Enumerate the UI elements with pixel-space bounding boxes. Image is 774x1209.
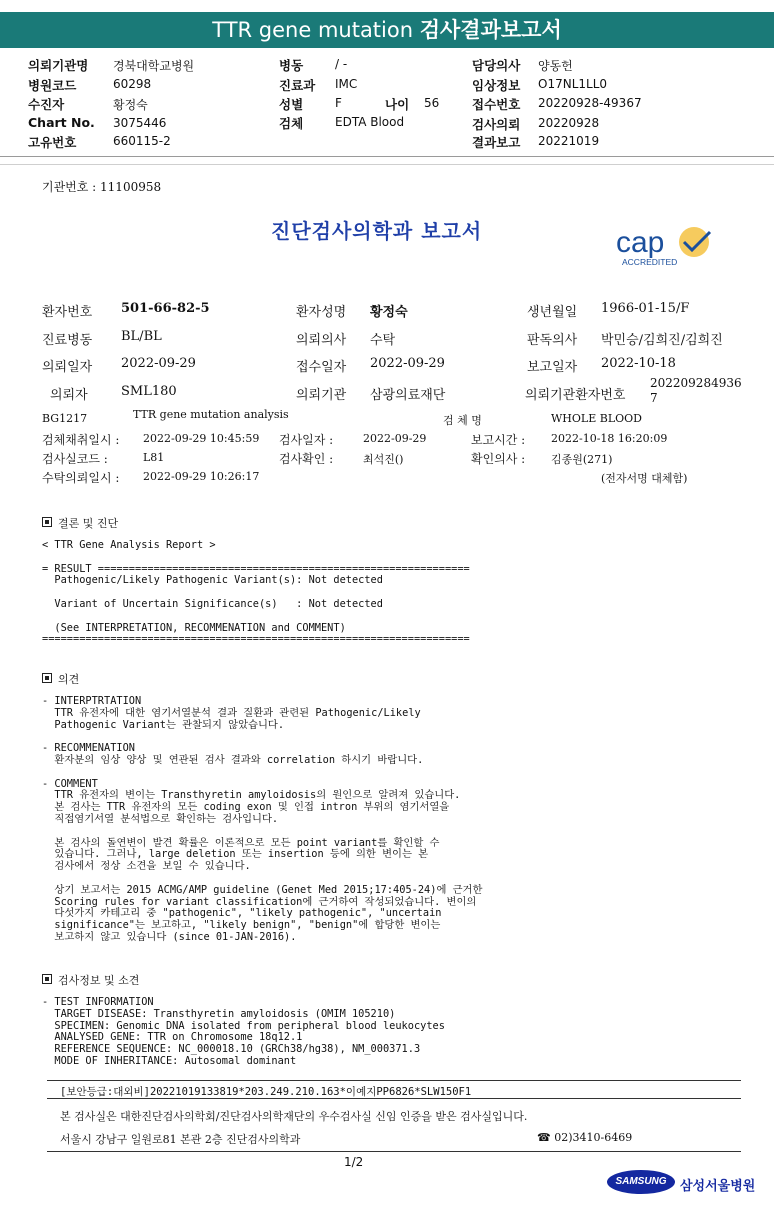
exam-value: L81: [143, 451, 165, 464]
cap-logo-sub: ACCREDITED: [622, 257, 678, 267]
exam-code: BG1217: [42, 412, 88, 425]
header-title-en: TTR gene mutation: [212, 18, 414, 42]
header-divider: [0, 156, 774, 157]
patient-value: 2022-09-29: [121, 356, 196, 371]
header-label: 고유번호: [28, 135, 77, 150]
patient-birth: 1966-01-15/F: [601, 301, 690, 316]
patient-label: 의뢰기관환자번호: [525, 388, 626, 403]
header-label: 나이: [385, 97, 410, 112]
patient-label: 생년월일: [527, 305, 578, 320]
header-value: 양동헌: [538, 59, 573, 73]
header-title-ko: 검사결과보고서: [419, 18, 562, 42]
section-title-text: 검사정보 및 소견: [58, 974, 140, 987]
patient-label: 의뢰자: [50, 388, 88, 403]
header-divider: [0, 164, 774, 165]
patient-value: BL/BL: [121, 329, 162, 344]
patient-value: SML180: [121, 384, 177, 399]
exam-value: 최석진(): [363, 453, 404, 466]
section-bullet-icon: [42, 974, 52, 984]
footer-divider: [47, 1080, 741, 1081]
patient-value: 202209284936: [650, 376, 742, 390]
certification-note: 본 검사실은 대한진단검사의학회/진단검사의학재단의 우수검사실 신임 인증을 받은 검사실입니다.: [60, 1110, 528, 1123]
samsung-logo: SAMSUNG: [607, 1170, 675, 1194]
header-value: EDTA Blood: [335, 115, 405, 129]
header-value: 660115-2: [113, 134, 171, 148]
cap-logo-text: cap: [616, 226, 665, 259]
exam-label: 확인의사 :: [471, 452, 526, 466]
header-label: 검체: [279, 116, 304, 131]
header-value: 20221019: [538, 134, 600, 148]
section-conclusion-title: [42, 515, 118, 531]
header-value: 20220928-49367: [538, 96, 642, 110]
report-header-bar: [0, 12, 774, 48]
header-label: 접수번호: [472, 97, 521, 112]
header-label: Chart No.: [28, 115, 95, 130]
patient-label: 의뢰일자: [42, 360, 93, 375]
section-bullet-icon: [42, 517, 52, 527]
specimen-value: WHOLE BLOOD: [551, 412, 642, 425]
patient-label: 환자번호: [42, 305, 93, 320]
header-label: 결과보고: [472, 135, 521, 150]
footer-divider: [47, 1098, 741, 1099]
patient-label: 보고일자: [527, 360, 578, 375]
patient-number: 501-66-82-5: [121, 301, 210, 316]
security-line: [보안등급:대외비]20221019133819*203.249.210.163*이예지PP6826*SLW150F1: [60, 1086, 472, 1098]
exam-value: 2022-09-29 10:26:17: [143, 470, 260, 483]
header-value: 20220928: [538, 116, 600, 130]
exam-value: 2022-09-29: [363, 432, 427, 445]
exam-value: 2022-10-18 16:20:09: [551, 432, 668, 445]
exam-label: 보고시간 :: [471, 433, 526, 447]
header-value: IMC: [335, 77, 358, 91]
patient-value: 2022-10-18: [601, 356, 676, 371]
header-label: 수진자: [28, 97, 65, 112]
header-label: 담당의사: [472, 58, 521, 73]
header-label: 병원코드: [28, 78, 77, 93]
section-title-text: 결론 및 진단: [58, 517, 119, 530]
footer-divider: [47, 1151, 741, 1152]
header-label: 성별: [279, 97, 304, 112]
patient-value: 박민승/김희진/김희진: [601, 333, 723, 348]
hospital-name: 삼성서울병원: [680, 1179, 756, 1194]
exam-name: TTR gene mutation analysis: [133, 408, 289, 421]
header-value: / -: [335, 57, 348, 71]
section-testinfo-title: [42, 972, 139, 988]
header-label: 진료과: [279, 78, 316, 93]
section-opinion-title: [42, 671, 79, 687]
patient-label: 의뢰기관: [296, 388, 347, 403]
exam-label: 검사확인 :: [279, 452, 334, 466]
header-label: 임상정보: [472, 78, 521, 93]
patient-value: 수탁: [370, 333, 396, 348]
header-value: F: [335, 96, 342, 110]
exam-label: 검사일자 :: [279, 433, 334, 447]
opinion-body: - INTERPTRTATION TTR 유전자에 대한 염기서열분석 결과 질환과 관련된 Pathogenic/Likely Pathogenic Variant는 관찰되지 않았습니다. - RECOMMENATION 환자분의 임상 양상 및 연관된 검사 결과와 correlation 하시기 바랍니다. - COMMENT TTR 유전자의 변이는 Transthyretin amyloidosis의 원인으로 알려져 있습니다. 본 검사는 TTR 유전자의 모든 coding exon 및 인접 intron 부위의 염기서열을 직접염기서열 분석법으로 확인하는 검사입니다. 본 검사의 돌연변이 발견 확률은 이론적으로 모든 point variant를 확인할 수 있습니다. 그러나, large deletion 또는 insertion 등에 의한 변이는 본 검사에서 정상 소견을 보일 수 있습니다. 상기 보고서는 2015 ACMG/AMP guideline (Genet Med 2015;17:405-24)에 근거한 Scoring rules for variant classification에 근거하여 작성되었습니다. 변이의 다섯가지 카테고리 중 "pathogenic", "likely pathogenic", "uncertain significance"는 보고하고, "likely benign", "benign"에 합당한 변이는 보고하지 않고 있습니다 (since 01-JAN-2016).: [42, 695, 483, 943]
result-report: < TTR Gene Analysis Report > = RESULT ============================================================ Pathogenic/Likely Pathogenic Variant(s): Not detected Variant of Uncertain Significance(s) : Not detected (See INTERPRETATION, RECOMMENATION and COMMENT) =====================================================================: [42, 539, 470, 646]
exam-label: 검사실코드 :: [42, 452, 108, 466]
patient-label: 접수일자: [296, 360, 347, 375]
patient-label: 환자성명: [296, 305, 347, 320]
header-value: 60298: [113, 77, 152, 91]
header-label: 병동: [279, 58, 304, 73]
exam-label: 검체채취일시 :: [42, 433, 120, 447]
patient-label: 의뢰의사: [296, 333, 347, 348]
patient-value: 삼광의료재단: [370, 388, 446, 403]
test-information: - TEST INFORMATION TARGET DISEASE: Transthyretin amyloidosis (OMIM 105210) SPECIMEN: Genomic DNA isolated from peripheral blood leukocytes ANALYSED GENE: TTR on Chromosome 18q12.1 REFERENCE SEQUENCE: NC_000018.10 (GRCh38/hg38), NM_000371.3 MODE OF INHERITANCE: Autosomal dominant: [42, 996, 445, 1067]
patient-name: 황정숙: [370, 305, 408, 320]
header-value: O17NL1LL0: [538, 77, 608, 91]
patient-value: 2022-09-29: [370, 356, 445, 371]
header-value: 경북대학교병원: [113, 59, 195, 73]
section-title-text: 의견: [58, 673, 80, 686]
exam-label: 수탁의뢰일시 :: [42, 471, 120, 485]
institution-number: 기관번호 : 11100958: [42, 180, 162, 194]
patient-label: 판독의사: [527, 333, 578, 348]
section-bullet-icon: [42, 673, 52, 683]
exam-value: 김종원(271): [551, 453, 613, 466]
lab-address: 서울시 강남구 일원로81 본관 2층 진단검사의학과: [60, 1133, 301, 1146]
header-value: 황정숙: [113, 98, 148, 112]
patient-value: 7: [650, 391, 658, 405]
cap-accredited-logo: [612, 220, 722, 270]
header-value: 56: [424, 96, 440, 110]
header-label: 검사의뢰: [472, 117, 521, 132]
patient-label: 진료병동: [42, 333, 93, 348]
page-number: 1/2: [344, 1155, 364, 1169]
e-signature-note: (전자서명 대체함): [601, 472, 688, 485]
header-label: 의뢰기관명: [28, 58, 89, 73]
exam-value: 2022-09-29 10:45:59: [143, 432, 260, 445]
specimen-label: 검 체 명: [443, 414, 482, 427]
report-title: 진단검사의학과 보고서: [271, 219, 483, 243]
header-value: 3075446: [113, 116, 167, 130]
lab-phone: ☎ 02)3410-6469: [537, 1131, 633, 1144]
